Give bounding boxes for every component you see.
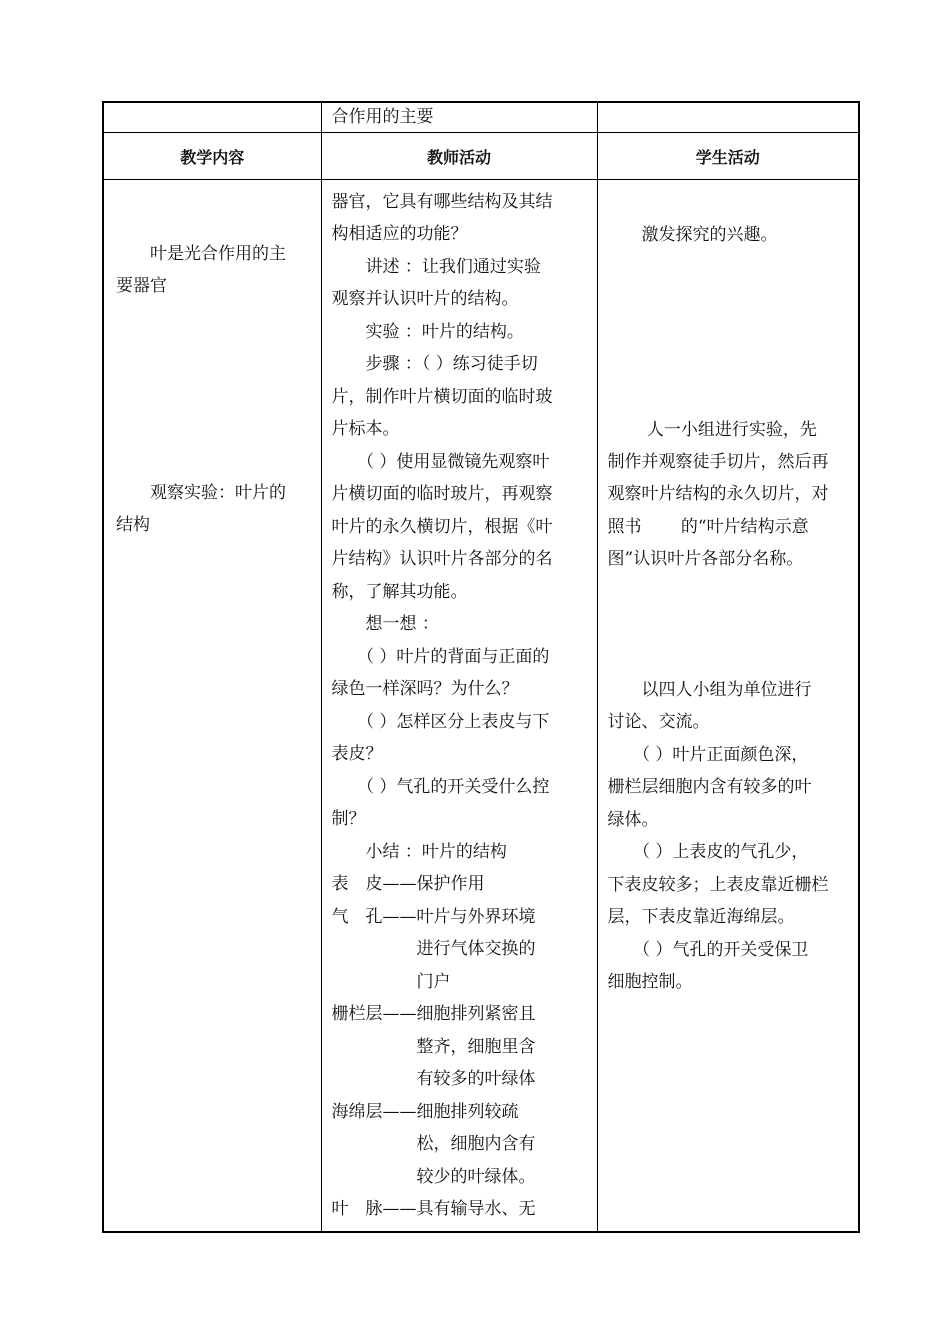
- student-line: 细胞控制。: [607, 972, 693, 992]
- teacher-line: 片标本。: [331, 419, 400, 439]
- teacher-line: 叶片的永久横切片，根据《叶: [331, 517, 553, 537]
- teacher-line: （ ）叶片的背面与正面的: [331, 647, 550, 667]
- content-cell: [103, 180, 321, 1233]
- continuation-teacher-cell: [321, 102, 597, 133]
- teacher-line: 绿色一样深吗？为什么？: [331, 679, 519, 699]
- continuation-content-cell: [103, 102, 321, 133]
- teacher-line: 想一想 ：: [331, 614, 439, 634]
- student-line: 绿体。: [607, 810, 659, 830]
- student-line: （ ）上表皮的气孔少，: [607, 842, 809, 862]
- content-line: 观察实验：叶片的: [116, 483, 286, 503]
- header-teacher: 教师活动: [321, 133, 597, 180]
- teacher-line: 进行气体交换的: [331, 939, 536, 959]
- content-line: 叶是光合作用的主: [116, 244, 286, 264]
- continuation-student-cell: [597, 102, 859, 133]
- teacher-line: 器官，它具有哪些结构及其结: [331, 192, 553, 212]
- teacher-line: 步骤 ：（ ）练习徒手切: [331, 354, 538, 374]
- student-line: 层，下表皮靠近海绵层。: [607, 907, 795, 927]
- teacher-line: 整齐，细胞里含: [331, 1037, 536, 1057]
- lesson-plan-table: [102, 101, 860, 1233]
- student-line: 照书 的“叶片结构示意: [607, 517, 809, 537]
- teacher-line: 气 孔——叶片与外界环境: [331, 907, 536, 927]
- header-content: 教学内容: [103, 133, 321, 180]
- student-line: 激发探究的兴趣。: [607, 225, 778, 245]
- teacher-line: 海绵层——细胞排列较疏: [331, 1102, 519, 1122]
- continuation-teacher-text: 合作用的主要: [331, 107, 434, 127]
- student-line: 下表皮较多；上表皮靠近栅栏: [607, 875, 829, 895]
- teacher-line: 表 皮——保护作用: [331, 874, 485, 894]
- student-line: 制作并观察徒手切片，然后再: [607, 452, 829, 472]
- teacher-line: 较少的叶绿体。: [331, 1167, 536, 1187]
- student-line: （ ）气孔的开关受保卫: [607, 940, 809, 960]
- teacher-line: 实验 ：叶片的结构。: [331, 322, 524, 342]
- teacher-line: 制？: [331, 809, 366, 829]
- teacher-line: 松，细胞内含有: [331, 1134, 536, 1154]
- teacher-line: （ ）使用显微镜先观察叶: [331, 452, 550, 472]
- teacher-cell: [321, 180, 597, 1233]
- student-line: 观察叶片结构的永久切片，对: [607, 484, 829, 504]
- teacher-line: 小结 ：叶片的结构: [331, 842, 507, 862]
- student-line: 讨论、交流。: [607, 712, 710, 732]
- student-line: 以四人小组为单位进行: [607, 680, 812, 700]
- teacher-line: 门户: [331, 972, 451, 992]
- teacher-line: 片，制作叶片横切面的临时玻: [331, 387, 553, 407]
- teacher-line: 片结构》认识叶片各部分的名: [331, 549, 553, 569]
- teacher-line: （ ）怎样区分上表皮与下: [331, 712, 550, 732]
- student-line: 图”认识叶片各部分名称。: [607, 549, 804, 569]
- content-line: 结构: [116, 515, 150, 535]
- student-cell: [597, 180, 859, 1233]
- teacher-line: （ ）气孔的开关受什么控: [331, 777, 550, 797]
- teacher-line: 片横切面的临时玻片，再观察: [331, 484, 553, 504]
- teacher-line: 有较多的叶绿体: [331, 1069, 536, 1089]
- content-line: 要器官: [116, 276, 167, 296]
- teacher-line: 观察并认识叶片的结构。: [331, 289, 519, 309]
- teacher-line: 讲述 ：让我们通过实验: [331, 257, 541, 277]
- student-line: 栅栏层细胞内含有较多的叶: [607, 777, 812, 797]
- teacher-line: 叶 脉——具有输导水、无: [331, 1199, 536, 1219]
- teacher-line: 称，了解其功能。: [331, 582, 468, 602]
- teacher-line: 构相适应的功能？: [331, 224, 468, 244]
- student-line: 人一小组进行实验，先: [607, 420, 817, 440]
- student-line: （ ）叶片正面颜色深，: [607, 745, 809, 765]
- teacher-line: 栅栏层——细胞排列紧密且: [331, 1004, 536, 1024]
- header-student: 学生活动: [597, 133, 859, 180]
- teacher-line: 表皮？: [331, 744, 383, 764]
